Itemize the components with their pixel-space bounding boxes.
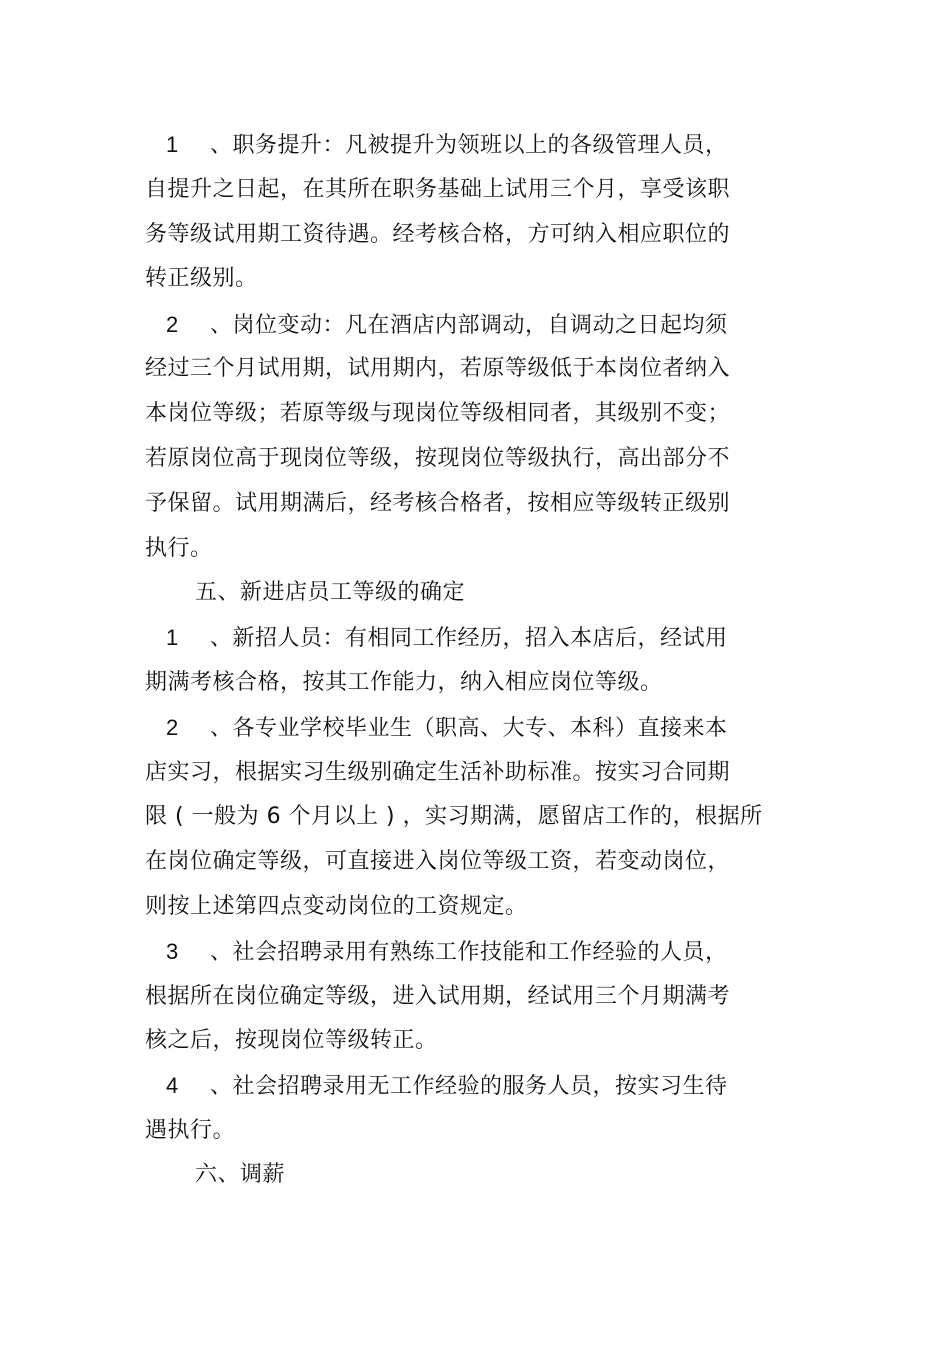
paragraph-line: 在岗位确定等级，可直接进入岗位等级工资，若变动岗位， — [145, 849, 731, 874]
paragraph-line: 自提升之日起，在其所在职务基础上试用三个月，享受该职 — [145, 177, 731, 202]
line-text: 、职务提升：凡被提升为领班以上的各级管理人员， — [210, 133, 728, 158]
item-number: 4 — [166, 1073, 179, 1098]
paragraph-line: 遇执行。 — [145, 1118, 236, 1143]
item-number: 2 — [166, 312, 179, 337]
paragraph-line — [166, 623, 728, 654]
paragraph-line: 经过三个月试用期，试用期内，若原等级低于本岗位者纳入 — [145, 356, 731, 381]
line-text: 、岗位变动：凡在酒店内部调动，自调动之日起均须 — [210, 313, 728, 338]
item-number: 1 — [166, 132, 179, 157]
paragraph-line: 若原岗位高于现岗位等级，按现岗位等级执行，高出部分不 — [145, 446, 731, 471]
line-text: 、新招人员：有相同工作经历，招入本店后，经试用 — [210, 626, 728, 651]
paragraph-line: 予保留。试用期满后，经考核合格者，按相应等级转正级别 — [145, 491, 731, 516]
paragraph-line: 务等级试用期工资待遇。经考核合格，方可纳入相应职位的 — [145, 222, 731, 247]
paragraph-line — [166, 310, 728, 341]
paragraph-line: 本岗位等级；若原等级与现岗位等级相同者，其级别不变； — [145, 401, 731, 426]
section-heading: 六、调薪 — [195, 1162, 286, 1187]
paragraph-line: 转正级别。 — [145, 266, 258, 291]
line-text: 、各专业学校毕业生（职高、大专、本科）直接来本 — [210, 716, 728, 741]
line-text: 、社会招聘录用无工作经验的服务人员，按实习生待 — [210, 1074, 728, 1099]
section-heading: 五、新进店员工等级的确定 — [195, 580, 466, 605]
paragraph-line: 期满考核合格，按其工作能力，纳入相应岗位等级。 — [145, 670, 663, 695]
line-text: 、社会招聘录用有熟练工作技能和工作经验的人员， — [210, 940, 728, 965]
paragraph-line: 则按上述第四点变动岗位的工资规定。 — [145, 894, 528, 919]
paragraph-line — [166, 130, 728, 161]
paragraph-line: 根据所在岗位确定等级，进入试用期，经试用三个月期满考 — [145, 984, 731, 1009]
paragraph-line: 核之后，按现岗位等级转正。 — [145, 1028, 438, 1053]
paragraph-line — [166, 1071, 728, 1102]
item-number: 3 — [166, 939, 179, 964]
item-number: 1 — [166, 625, 179, 650]
paragraph-line: 限 ( 一般为 6 个月以上 ) ，实习期满，愿留店工作的，根据所 — [145, 804, 763, 829]
paragraph-line — [166, 937, 728, 968]
paragraph-line — [166, 713, 728, 744]
item-number: 2 — [166, 715, 179, 740]
paragraph-line: 店实习，根据实习生级别确定生活补助标准。按实习合同期 — [145, 760, 731, 785]
paragraph-line: 执行。 — [145, 536, 213, 561]
